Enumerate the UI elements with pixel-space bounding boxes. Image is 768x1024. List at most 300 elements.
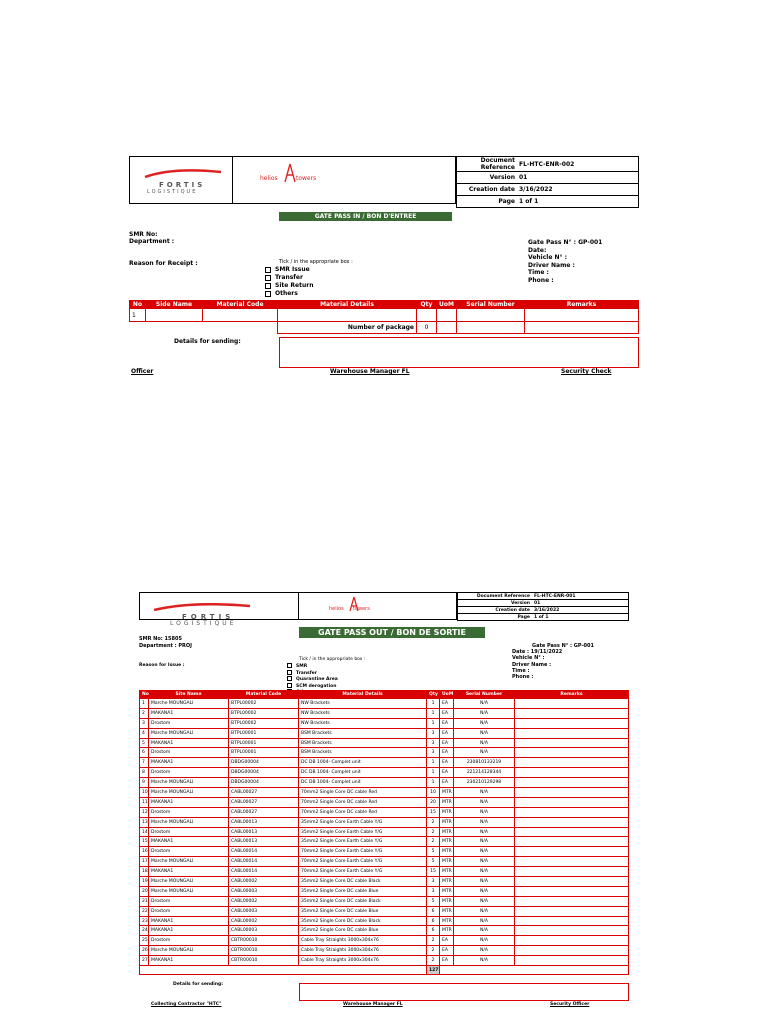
meta-label: Page bbox=[458, 614, 533, 621]
cell-uom bbox=[437, 309, 457, 322]
cell-serial: N/A bbox=[454, 748, 515, 758]
smr-no-label: SMR No: 15805 bbox=[139, 636, 182, 642]
cell-remarks bbox=[515, 886, 629, 896]
cell-qty: 3 bbox=[427, 886, 440, 896]
checkbox-icon[interactable] bbox=[287, 670, 292, 675]
cell-remarks bbox=[515, 906, 629, 916]
package-row bbox=[130, 322, 639, 334]
cell-uom: EA bbox=[440, 956, 454, 966]
cell-no: 26 bbox=[140, 946, 149, 956]
cell-remarks bbox=[515, 946, 629, 956]
checkbox-icon[interactable] bbox=[287, 676, 292, 681]
checkbox-icon[interactable] bbox=[287, 663, 292, 668]
column-header: Material Code bbox=[203, 301, 278, 309]
column-header: UoM bbox=[437, 301, 457, 309]
table-row bbox=[140, 738, 629, 748]
cell-uom: MTR bbox=[440, 877, 454, 887]
cell-code: CABL00003 bbox=[229, 906, 299, 916]
column-header: Side Name bbox=[146, 301, 203, 309]
cell-remarks bbox=[515, 699, 629, 709]
gate-pass-no: Gate Pass N° : GP-001 bbox=[528, 239, 603, 246]
towers-wordmark: towers bbox=[296, 175, 317, 182]
cell-qty: 1 bbox=[427, 699, 440, 709]
cell-serial: N/A bbox=[454, 916, 515, 926]
table-header-row bbox=[140, 691, 629, 699]
cell-qty: 3 bbox=[427, 738, 440, 748]
fortis-subtitle: LOGISTIQUE bbox=[170, 620, 237, 627]
table-row bbox=[140, 926, 629, 936]
cell-serial: N/A bbox=[454, 827, 515, 837]
cell-no: 7 bbox=[140, 758, 149, 768]
tick-hint: Tick / in the appropriate box : bbox=[279, 259, 353, 265]
fortis-wordmark: FORTIS bbox=[159, 181, 206, 189]
table-row bbox=[140, 946, 629, 956]
details-label: Details for sending: bbox=[174, 338, 241, 345]
cell-no: 6 bbox=[140, 748, 149, 758]
cell-uom: EA bbox=[440, 758, 454, 768]
cell-code: CABL00002 bbox=[229, 877, 299, 887]
cell-uom: EA bbox=[440, 936, 454, 946]
option-others[interactable] bbox=[265, 290, 313, 298]
meta-value: 01 bbox=[517, 172, 639, 184]
cell-details bbox=[278, 309, 417, 322]
cell-code: BTPL00001 bbox=[229, 748, 299, 758]
cell-code: CABL00003 bbox=[229, 926, 299, 936]
cell-no: 22 bbox=[140, 906, 149, 916]
cell-no: 9 bbox=[140, 778, 149, 788]
cell-qty: 1 bbox=[427, 708, 440, 718]
in-transport-info bbox=[528, 239, 602, 284]
cell-uom: MTR bbox=[440, 788, 454, 798]
cell-details: 70mm2 Single Core Earth Cable Y/G bbox=[299, 857, 427, 867]
cell-no: 17 bbox=[140, 857, 149, 867]
cell-details: BSM Brackets bbox=[299, 728, 427, 738]
cell-uom: MTR bbox=[440, 886, 454, 896]
option-transfer[interactable] bbox=[265, 274, 313, 282]
table-row bbox=[140, 847, 629, 857]
cell-serial: N/A bbox=[454, 896, 515, 906]
cell-serial: N/A bbox=[454, 877, 515, 887]
fortis-swoosh-icon bbox=[152, 603, 252, 611]
in-details-box[interactable] bbox=[279, 337, 639, 368]
cell-code: CABL00013 bbox=[229, 817, 299, 827]
fortis-swoosh-icon bbox=[143, 169, 223, 179]
department-label: Department : PROJ bbox=[139, 643, 193, 649]
out-transport-info bbox=[512, 643, 594, 680]
meta-value: FL-HTC-ENR-001 bbox=[532, 593, 629, 600]
cell-site: Marche MOUNGALI bbox=[149, 886, 229, 896]
cell-details: 35mm2 Single Core DC cable Blue bbox=[299, 906, 427, 916]
cell-site: MAKANA1 bbox=[149, 867, 229, 877]
cell-qty: 5 bbox=[427, 896, 440, 906]
details-label: Details for sending: bbox=[173, 982, 224, 987]
cell-details: 35mm2 Single Core DC cable Blue bbox=[299, 886, 427, 896]
table-row bbox=[140, 886, 629, 896]
towers-wordmark: towers bbox=[353, 606, 370, 612]
cell-details: 70mm2 Single Core DC cable Red bbox=[299, 788, 427, 798]
cell-qty: 3 bbox=[427, 728, 440, 738]
cell-code: BTPL00002 bbox=[229, 718, 299, 728]
driver-field: Driver Name : bbox=[528, 261, 575, 269]
cell-code: CABL00013 bbox=[229, 837, 299, 847]
meta-label: Version bbox=[458, 600, 533, 607]
cell-no: 3 bbox=[140, 718, 149, 728]
cell-remarks bbox=[515, 926, 629, 936]
cell-site: MAKANA1 bbox=[149, 708, 229, 718]
cell-details: 35mm2 Single Core Earth Cable Y/G bbox=[299, 837, 427, 847]
cell-details: DC DB 1004- Complet unit bbox=[299, 778, 427, 788]
cell-qty: 10 bbox=[427, 788, 440, 798]
cell-code: CABL00027 bbox=[229, 797, 299, 807]
cell-uom: MTR bbox=[440, 867, 454, 877]
checkbox-icon[interactable] bbox=[265, 267, 271, 273]
cell-serial: N/A bbox=[454, 817, 515, 827]
meta-value: FL-HTC-ENR-002 bbox=[517, 157, 639, 172]
option-quarantine[interactable] bbox=[287, 676, 338, 683]
cell-code: BTPL00002 bbox=[229, 699, 299, 709]
cell-no: 19 bbox=[140, 877, 149, 887]
table-row bbox=[140, 867, 629, 877]
smr-no-label: SMR No: bbox=[129, 231, 158, 238]
cell-site: Marche MOUNGALI bbox=[149, 817, 229, 827]
cell-no: 5 bbox=[140, 738, 149, 748]
cell-details: 70mm2 Single Core DC cable Red bbox=[299, 797, 427, 807]
cell-code: CABL00002 bbox=[229, 896, 299, 906]
cell-serial: N/A bbox=[454, 936, 515, 946]
cell-code: DBDG00004 bbox=[229, 758, 299, 768]
cell-code: BTPL00001 bbox=[229, 728, 299, 738]
cell-site: MAKANA1 bbox=[149, 797, 229, 807]
cell-remarks bbox=[515, 788, 629, 798]
cell-site: MAKANA1 bbox=[149, 738, 229, 748]
cell-qty: 1 bbox=[427, 718, 440, 728]
cell-uom: MTR bbox=[440, 857, 454, 867]
cell-site: Marche MOUNGALI bbox=[149, 699, 229, 709]
cell-site: Drostom bbox=[149, 827, 229, 837]
option-label: SMR Issue bbox=[275, 266, 310, 273]
checkbox-icon[interactable] bbox=[287, 683, 292, 688]
cell-remarks bbox=[515, 738, 629, 748]
cell-serial: N/A bbox=[454, 837, 515, 847]
out-document-meta bbox=[457, 592, 629, 621]
cell-no: 24 bbox=[140, 926, 149, 936]
cell-remarks bbox=[515, 837, 629, 847]
meta-label: Page bbox=[457, 196, 518, 208]
cell-remarks bbox=[515, 718, 629, 728]
cell-code: CBTR00010 bbox=[229, 936, 299, 946]
cell-remarks bbox=[515, 807, 629, 817]
department-label: Department : bbox=[129, 238, 175, 245]
cell-site: MAKANA1 bbox=[149, 758, 229, 768]
cell-site: MAKANA1 bbox=[149, 926, 229, 936]
meta-label: Document Reference bbox=[458, 593, 533, 600]
cell-serial: N/A bbox=[454, 926, 515, 936]
cell-serial: 230810133219 bbox=[454, 758, 515, 768]
cell-uom: MTR bbox=[440, 847, 454, 857]
cell-site: Marche MOUNGALI bbox=[149, 946, 229, 956]
meta-label: Document Reference bbox=[457, 157, 518, 172]
checkbox-icon[interactable] bbox=[265, 291, 271, 297]
cell-details: 35mm2 Single Core Earth Cable Y/G bbox=[299, 817, 427, 827]
cell-qty: 1 bbox=[427, 778, 440, 788]
out-details-box[interactable] bbox=[299, 983, 629, 1001]
cell-serial: N/A bbox=[454, 956, 515, 966]
option-label: Others bbox=[275, 290, 298, 297]
cell-uom: EA bbox=[440, 738, 454, 748]
table-row bbox=[140, 748, 629, 758]
table-row bbox=[140, 906, 629, 916]
column-header: Serial Number bbox=[457, 301, 525, 309]
cell-no: 13 bbox=[140, 817, 149, 827]
meta-value: 1 of 1 bbox=[517, 196, 639, 208]
cell-uom: MTR bbox=[440, 916, 454, 926]
meta-label: Creation date bbox=[458, 607, 533, 614]
out-banner: GATE PASS OUT / BON DE SORTIE bbox=[299, 627, 485, 638]
cell-no: 21 bbox=[140, 896, 149, 906]
vehicle-field: Vehicle N° : bbox=[528, 254, 567, 261]
cell-uom: MTR bbox=[440, 837, 454, 847]
checkbox-icon[interactable] bbox=[265, 283, 271, 289]
cell-serial: 221214128344 bbox=[454, 768, 515, 778]
cell-remarks bbox=[525, 309, 639, 322]
in-banner: GATE PASS IN / BON D'ENTREE bbox=[279, 212, 452, 221]
cell-serial: N/A bbox=[454, 797, 515, 807]
table-row bbox=[140, 956, 629, 966]
cell-serial: 230210129298 bbox=[454, 778, 515, 788]
in-reason-options bbox=[265, 266, 313, 298]
cell-serial bbox=[457, 309, 525, 322]
column-header: Remarks bbox=[515, 691, 629, 699]
cell-uom: EA bbox=[440, 768, 454, 778]
column-header: Site Name bbox=[149, 691, 229, 699]
cell-uom: MTR bbox=[440, 797, 454, 807]
cell-qty: 2 bbox=[427, 956, 440, 966]
option-label: SCM derogation bbox=[296, 683, 337, 689]
cell-uom: MTR bbox=[440, 817, 454, 827]
cell-details: DC DB 1004- Complet unit bbox=[299, 758, 427, 768]
cell-uom: EA bbox=[440, 718, 454, 728]
gate-pass-no: Gate Pass N° : GP-001 bbox=[532, 643, 594, 649]
cell-serial: N/A bbox=[454, 807, 515, 817]
cell-site: Drostom bbox=[149, 906, 229, 916]
cell-site: Drostom bbox=[149, 748, 229, 758]
cell-details: 35mm2 Single Core DC cable Black bbox=[299, 896, 427, 906]
cell-site: Drostom bbox=[149, 807, 229, 817]
cell-no: 27 bbox=[140, 956, 149, 966]
cell-code: BTPL00002 bbox=[229, 708, 299, 718]
cell-qty: 6 bbox=[427, 926, 440, 936]
cell-remarks bbox=[515, 956, 629, 966]
cell-uom: EA bbox=[440, 728, 454, 738]
cell-uom: EA bbox=[440, 946, 454, 956]
cell-remarks bbox=[515, 728, 629, 738]
sign-security: Security Check bbox=[561, 368, 612, 375]
cell-remarks bbox=[515, 748, 629, 758]
cell-code: CABL00003 bbox=[229, 886, 299, 896]
column-header: Material Details bbox=[278, 301, 417, 309]
cell-details: 70mm2 Single Core Earth Cable Y/G bbox=[299, 847, 427, 857]
in-helios-logo bbox=[260, 163, 340, 187]
cell-no: 2 bbox=[140, 708, 149, 718]
cell-site: Marche MOUNGALI bbox=[149, 857, 229, 867]
cell-serial: N/A bbox=[454, 886, 515, 896]
cell-no: 11 bbox=[140, 797, 149, 807]
in-fortis-logo bbox=[143, 164, 223, 195]
cell-no: 1 bbox=[140, 699, 149, 709]
cell-code: BTPL00001 bbox=[229, 738, 299, 748]
cell-site: MAKANA1 bbox=[149, 837, 229, 847]
cell-remarks bbox=[515, 817, 629, 827]
date-field: Date : 19/11/2022 bbox=[512, 649, 563, 656]
cell-remarks bbox=[515, 797, 629, 807]
cell-serial: N/A bbox=[454, 847, 515, 857]
option-site-return[interactable] bbox=[265, 282, 313, 290]
cell-site: Drostom bbox=[149, 896, 229, 906]
table-row bbox=[140, 758, 629, 768]
cell-remarks bbox=[515, 758, 629, 768]
cell-site: Drostom bbox=[149, 936, 229, 946]
option-smr-issue[interactable] bbox=[265, 266, 313, 274]
cell-qty: 2 bbox=[427, 837, 440, 847]
cell-no: 4 bbox=[140, 728, 149, 738]
cell-uom: MTR bbox=[440, 906, 454, 916]
in-items-table bbox=[129, 300, 639, 334]
cell-serial: N/A bbox=[454, 738, 515, 748]
table-row bbox=[140, 708, 629, 718]
cell-qty: 5 bbox=[427, 847, 440, 857]
table-header-row bbox=[130, 301, 639, 309]
sign-contractor: Collecting Contractor "HTC" bbox=[151, 1002, 222, 1007]
option-label: Quarantine Area bbox=[296, 677, 338, 682]
cell-remarks bbox=[515, 708, 629, 718]
phone-field: Phone : bbox=[528, 276, 554, 284]
cell-serial: N/A bbox=[454, 718, 515, 728]
table-row bbox=[140, 896, 629, 906]
cell-serial: N/A bbox=[454, 857, 515, 867]
package-value: 0 bbox=[417, 322, 437, 334]
cell-code: DBDG00004 bbox=[229, 778, 299, 788]
column-header: UoM bbox=[440, 691, 454, 699]
cell-details: Cable Tray Straights 3000x304x76 bbox=[299, 956, 427, 966]
cell-no: 16 bbox=[140, 847, 149, 857]
cell-details: NW Brackets bbox=[299, 708, 427, 718]
cell-no: 18 bbox=[140, 867, 149, 877]
cell-qty: 2 bbox=[427, 817, 440, 827]
cell-uom: EA bbox=[440, 778, 454, 788]
sign-security: Security Officer bbox=[550, 1002, 590, 1007]
table-row bbox=[140, 817, 629, 827]
table-row bbox=[140, 699, 629, 709]
date-field: Date: bbox=[528, 246, 547, 254]
tick-hint: Tick / in the appropriate box : bbox=[299, 657, 366, 662]
cell-qty: 6 bbox=[427, 906, 440, 916]
cell-uom: MTR bbox=[440, 896, 454, 906]
meta-row bbox=[457, 196, 639, 208]
cell-details: 70mm2 Single Core DC cable Red bbox=[299, 807, 427, 817]
cell-remarks bbox=[515, 857, 629, 867]
table-row bbox=[130, 309, 639, 322]
package-label: Number of package bbox=[278, 322, 417, 334]
cell-no: 1 bbox=[130, 309, 146, 322]
cell-remarks bbox=[515, 827, 629, 837]
cell-uom: EA bbox=[440, 699, 454, 709]
option-label: SMR bbox=[296, 664, 308, 669]
time-field: Time : bbox=[512, 667, 530, 674]
column-header: Serial Number bbox=[454, 691, 515, 699]
out-items-table bbox=[139, 690, 629, 975]
option-label: Site Return bbox=[275, 282, 314, 289]
meta-value: 3/16/2022 bbox=[532, 607, 629, 614]
table-row bbox=[140, 877, 629, 887]
cell-site: Drostom bbox=[149, 718, 229, 728]
cell-serial: N/A bbox=[454, 946, 515, 956]
cell-serial: N/A bbox=[454, 788, 515, 798]
table-row bbox=[140, 778, 629, 788]
table-row bbox=[140, 797, 629, 807]
cell-qty: 1 bbox=[427, 758, 440, 768]
in-document-meta bbox=[456, 156, 639, 208]
table-row bbox=[140, 857, 629, 867]
cell-details: 35mm2 Single Core Earth Cable Y/G bbox=[299, 827, 427, 837]
helios-wordmark: helios bbox=[260, 175, 278, 182]
cell-details: 35mm2 Single Core DC cable Black bbox=[299, 916, 427, 926]
cell-code: CABL00027 bbox=[229, 807, 299, 817]
cell-qty: 15 bbox=[427, 807, 440, 817]
cell-remarks bbox=[515, 847, 629, 857]
reason-label: Reason for Receipt : bbox=[129, 260, 198, 267]
cell-remarks bbox=[515, 778, 629, 788]
cell-details: BSM Brackets bbox=[299, 748, 427, 758]
sign-warehouse: Warehouse Manager FL bbox=[330, 368, 410, 375]
cell-qty: 1 bbox=[427, 768, 440, 778]
cell-qty: 15 bbox=[427, 867, 440, 877]
cell-site: MAKANA1 bbox=[149, 956, 229, 966]
cell-site: Drostom bbox=[149, 768, 229, 778]
meta-label: Version bbox=[457, 172, 518, 184]
cell-details: Cable Tray Straights 3000x304x76 bbox=[299, 946, 427, 956]
cell-serial: N/A bbox=[454, 708, 515, 718]
table-row bbox=[140, 837, 629, 847]
cell-site: Marche MOUNGALI bbox=[149, 778, 229, 788]
table-row bbox=[140, 827, 629, 837]
cell-uom: EA bbox=[440, 748, 454, 758]
column-header: Qty bbox=[417, 301, 437, 309]
cell-code bbox=[203, 309, 278, 322]
cell-remarks bbox=[515, 896, 629, 906]
cell-no: 14 bbox=[140, 827, 149, 837]
meta-row bbox=[458, 600, 629, 607]
meta-value: 3/16/2022 bbox=[517, 184, 639, 196]
cell-code: CABL00014 bbox=[229, 867, 299, 877]
cell-remarks bbox=[515, 916, 629, 926]
vehicle-field: Vehicle N° : bbox=[512, 655, 545, 662]
phone-field: Phone : bbox=[512, 674, 534, 681]
meta-row bbox=[458, 607, 629, 614]
table-row bbox=[140, 718, 629, 728]
cell-qty: 5 bbox=[427, 857, 440, 867]
out-fortis-logo bbox=[152, 596, 252, 627]
cell-code: CABL00002 bbox=[229, 916, 299, 926]
cell-serial: N/A bbox=[454, 867, 515, 877]
cell-remarks bbox=[515, 768, 629, 778]
cell-no: 10 bbox=[140, 788, 149, 798]
fortis-subtitle: LOGISTIQUE bbox=[147, 189, 198, 195]
cell-code: CBTR00010 bbox=[229, 946, 299, 956]
checkbox-icon[interactable] bbox=[265, 275, 271, 281]
cell-qty bbox=[417, 309, 437, 322]
cell-no: 12 bbox=[140, 807, 149, 817]
cell-uom: MTR bbox=[440, 807, 454, 817]
